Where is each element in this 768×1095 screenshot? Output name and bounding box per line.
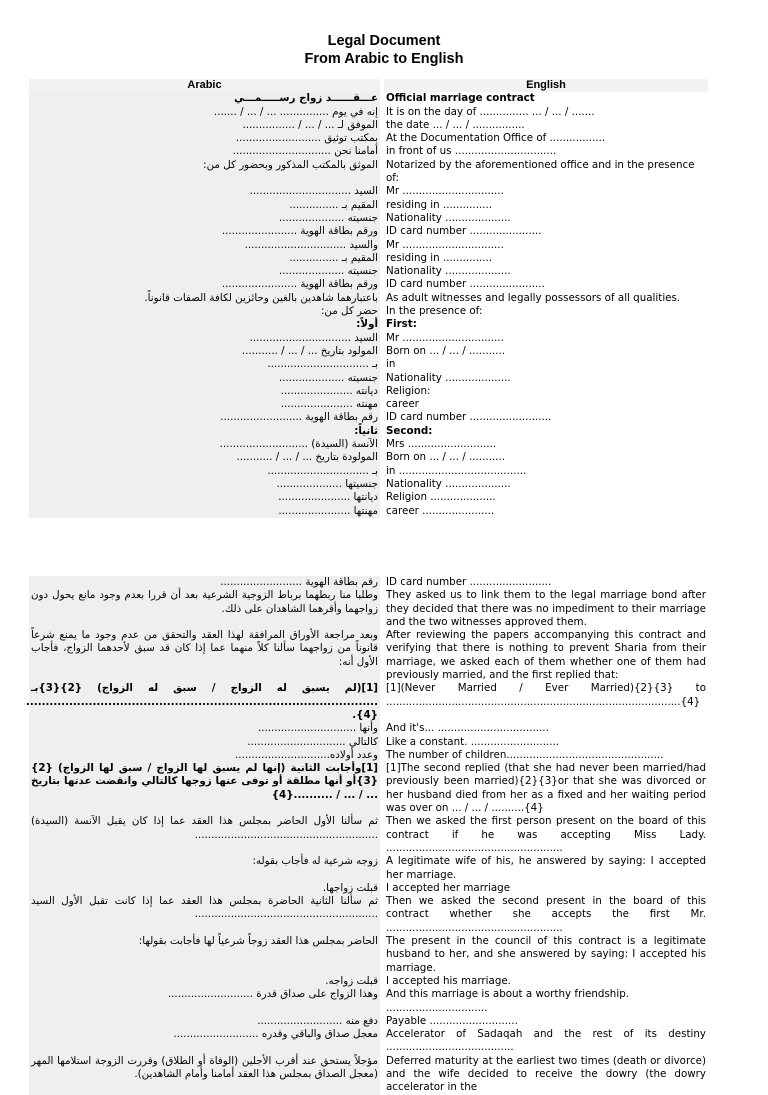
arabic-text: السيد ...............................: [29, 332, 382, 345]
arabic-text: جنسيتها ....................: [29, 478, 382, 491]
english-text: the date ... / ... / ................: [382, 119, 708, 132]
column-header-row: [29, 79, 708, 92]
contract-row: [29, 119, 708, 132]
arabic-text: وعدد أولاده.............................: [29, 749, 382, 762]
arabic-text: قبلت زواجها.: [29, 882, 382, 895]
english-text: Mr ...............................: [382, 185, 708, 198]
english-text: Notarized by the aforementioned office and in the presence of:: [382, 159, 708, 186]
english-text: In the presence of:: [382, 305, 708, 318]
contract-row: [29, 975, 708, 988]
english-text: After reviewing the papers accompanying this contract and verifying that there is nothing to prevent Sharia from their marriage, we asked each of them whether one of them had previously married, and the first replied that:: [382, 629, 708, 682]
arabic-text: المولود بتاريخ ... / ... / ...........: [29, 345, 382, 358]
english-text: [1]The second replied (that she had never been married/had previously been married){2}{3}or that she was divorced or her husband died from her as a fixed and her waiting period was over on ... / ... / ..........{4}: [382, 762, 708, 815]
english-text: And it's... ..................................: [382, 722, 708, 735]
arabic-text: [1]وأجابت الثانية (إنها لم يسبق لها الزواج / سبق لها الزواج) {2}{3}أو أنها مطلقة أو توفى عنها زوجها كالتالي وانقضت عدتها بتاريخ ... / ... / ..........{4}: [29, 762, 382, 815]
english-text: Then we asked the second present in the board of this contract whether she accepts the first Mr. ......................................................: [382, 895, 708, 935]
english-text: At the Documentation Office of .................: [382, 132, 708, 145]
contract-row: [29, 239, 708, 252]
arabic-text: المقيم بـ ...............: [29, 252, 382, 265]
contract-row: [29, 278, 708, 291]
arabic-text: بمكتب توثيق ..........................: [29, 132, 382, 145]
contract-row: [29, 988, 708, 1015]
arabic-text: ديانتها ......................: [29, 491, 382, 504]
contract-row: [29, 882, 708, 895]
contract-row: [29, 411, 708, 424]
contract-row: [29, 682, 708, 722]
contract-row: [29, 576, 708, 589]
english-text: Mr ...............................: [382, 239, 708, 252]
english-text: career ......................: [382, 505, 708, 518]
english-text: Accelerator of Sadaqah and the rest of its destiny .......................................: [382, 1028, 708, 1055]
arabic-text: دفع منه ..........................: [29, 1015, 382, 1028]
contract-row: [29, 425, 708, 438]
contract-row: [29, 106, 708, 119]
english-text: Nationality ....................: [382, 265, 708, 278]
contract-row: [29, 589, 708, 629]
contract-row: [29, 372, 708, 385]
english-text: Official marriage contract: [382, 92, 708, 105]
english-text: As adult witnesses and legally possessors of all qualities.: [382, 292, 708, 305]
english-text: ID card number .........................: [382, 576, 708, 589]
contract-row: [29, 451, 708, 464]
arabic-text: ورقم بطاقة الهوية .......................: [29, 278, 382, 291]
english-text: Nationality ....................: [382, 478, 708, 491]
contract-row: [29, 722, 708, 735]
arabic-text: مهنتها ......................: [29, 505, 382, 518]
arabic-text: باعتبارهما شاهدين بالغين وحائزين لكافة الصفات قانوناً.: [29, 292, 382, 305]
contract-row: [29, 505, 708, 518]
arabic-text: قبلت زواجه.: [29, 975, 382, 988]
contract-row: [29, 438, 708, 451]
contract-row: [29, 385, 708, 398]
arabic-text: بـ ...............................: [29, 465, 382, 478]
arabic-text: عـــقــــــد زواج رســـــمـــي: [29, 92, 382, 105]
contract-row: [29, 358, 708, 371]
contract-row: [29, 478, 708, 491]
arabic-text: المولودة بتاريخ ... / ... / ...........: [29, 451, 382, 464]
arabic-text: زوجه شرعية له فأجاب بقوله:: [29, 855, 382, 882]
arabic-text: الموثق بالمكتب المذكور وبحضور كل من:: [29, 159, 382, 186]
arabic-text: مهنته ......................: [29, 398, 382, 411]
arabic-text: معجل صداق والباقي وقدره ..........................: [29, 1028, 382, 1055]
arabic-text: جنسيته ....................: [29, 265, 382, 278]
contract-row: [29, 398, 708, 411]
arabic-text: رقم بطاقة الهوية .........................: [29, 411, 382, 424]
english-text: They asked us to link them to the legal marriage bond after they decided that there was no impediment to their marriage and the two witnesses approved them.: [382, 589, 708, 629]
contract-row: [29, 159, 708, 186]
contract-row: [29, 491, 708, 504]
contract-row: [29, 1015, 708, 1028]
arabic-text: ثم سألنا الأول الحاضر بمجلس هذا العقد عما إذا كان يقبل الآنسة (السيدة) ........................................................: [29, 815, 382, 855]
english-text: Like a constant. ...........................: [382, 736, 708, 749]
arabic-text: وأنها ..............................: [29, 722, 382, 735]
english-text: ID card number .........................: [382, 411, 708, 424]
english-text: Born on ... / ... / ...........: [382, 451, 708, 464]
contract-row: [29, 629, 708, 682]
contract-row: [29, 895, 708, 935]
contract-table-lower: [25, 576, 708, 1095]
arabic-text: السيد ...............................: [29, 185, 382, 198]
english-text: Deferred maturity at the earliest two times (death or divorce) and the wife decided to receive the dowry (the dowry accelerator in the: [382, 1055, 708, 1095]
document-subtitle: From Arabic to English: [304, 51, 464, 67]
arabic-text: الموفق لـ ... / ... / ................: [29, 119, 382, 132]
english-text: I accepted his marriage.: [382, 975, 708, 988]
contract-row: [29, 145, 708, 158]
english-text: Mrs ...........................: [382, 438, 708, 451]
arabic-text: جنسيته ....................: [29, 372, 382, 385]
arabic-text: مؤجلاً يستحق عند أقرب الأجلين (الوفاة أو الطلاق) وقررت الزوجة استلامها المهر (معجل الصداق بمجلس هذا العقد أمامنا وأمام الشاهدين).: [29, 1055, 382, 1095]
english-text: residing in ...............: [382, 252, 708, 265]
english-text: Payable ...........................: [382, 1015, 708, 1028]
document-title: Legal Document: [327, 33, 441, 49]
english-text: ID card number .......................: [382, 278, 708, 291]
english-text: career: [382, 398, 708, 411]
contract-row: [29, 199, 708, 212]
english-text: Nationality ....................: [382, 212, 708, 225]
english-column-header: English: [382, 79, 708, 92]
english-text: The present in the council of this contract is a legitimate husband to her, and she answered by saying: I accepted his marriage.: [382, 935, 708, 975]
english-text: It is on the day of ............... ... / ... / .......: [382, 106, 708, 119]
arabic-text: الحاضر بمجلس هذا العقد زوجاً شرعياً لها فأجابت بقولها:: [29, 935, 382, 975]
arabic-column-header: Arabic: [29, 79, 382, 92]
contract-row: [29, 305, 708, 318]
contract-row: [29, 252, 708, 265]
arabic-text: وهذا الزواج على صداق قدرة ..........................: [29, 988, 382, 1015]
english-text: Mr ...............................: [382, 332, 708, 345]
arabic-text: ديانته ......................: [29, 385, 382, 398]
arabic-text: رقم بطاقة الهوية .........................: [29, 576, 382, 589]
english-text: ID card number ......................: [382, 225, 708, 238]
contract-row: [29, 815, 708, 855]
english-text: I accepted her marriage: [382, 882, 708, 895]
arabic-text: ثانياً:: [29, 425, 382, 438]
english-text: Then we asked the first person present on the board of this contract if he was accepting Miss Lady. ......................................................: [382, 815, 708, 855]
arabic-text: الآنسة (السيدة) ...........................: [29, 438, 382, 451]
contract-row: [29, 465, 708, 478]
english-text: Religion ....................: [382, 491, 708, 504]
contract-row: [29, 92, 708, 105]
contract-row: [29, 265, 708, 278]
arabic-text: ورقم بطاقة الهوية .......................: [29, 225, 382, 238]
contract-row: [29, 762, 708, 815]
arabic-text: وبعد مراجعة الأوراق المرافقة لهذا العقد والتحقق من عدم وجود ما يمنع شرعاً قانوناً من زواجهما سألنا كلاً منهما عما إذا كان قد سبق لأحدهما الزواج، فأجاب الأول أنه:: [29, 629, 382, 682]
arabic-text: والسيد ...............................: [29, 239, 382, 252]
arabic-text: جنسيته ....................: [29, 212, 382, 225]
english-text: The number of children................................................: [382, 749, 708, 762]
english-text: First:: [382, 318, 708, 331]
english-text: Second:: [382, 425, 708, 438]
english-text: [1](Never Married / Ever Married){2}{3} to ..........................................................................................{4}: [382, 682, 708, 722]
contract-row: [29, 292, 708, 305]
contract-row: [29, 855, 708, 882]
arabic-text: [1](لم يسبق له الزواج / سبق له الزواج) {2}{3}بـ ..........................................................................................{4}.: [29, 682, 382, 722]
arabic-text: أمامنا نحن ..............................: [29, 145, 382, 158]
english-text: Nationality ....................: [382, 372, 708, 385]
contract-row: [29, 1028, 708, 1055]
contract-row: [29, 736, 708, 749]
english-text: in .......................................: [382, 465, 708, 478]
english-text: And this marriage is about a worthy friendship. ...............................: [382, 988, 708, 1015]
english-text: A legitimate wife of his, he answered by saying: I accepted her marriage.: [382, 855, 708, 882]
english-text: Religion:: [382, 385, 708, 398]
arabic-text: المقيم بـ ...............: [29, 199, 382, 212]
english-text: Born on ... / ... / ...........: [382, 345, 708, 358]
contract-row: [29, 132, 708, 145]
english-text: in: [382, 358, 708, 371]
arabic-text: إنه في يوم ............... ... / ... / .......: [29, 106, 382, 119]
contract-row: [29, 318, 708, 331]
contract-table-upper: [29, 79, 708, 518]
arabic-text: أولاً:: [29, 318, 382, 331]
arabic-text: حضر كل من:: [29, 305, 382, 318]
contract-row: [29, 225, 708, 238]
arabic-text: بـ ...............................: [29, 358, 382, 371]
contract-row: [29, 935, 708, 975]
arabic-text: ثم سألنا الثانية الحاضرة بمجلس هذا العقد عما إذا كانت تقبل الأول السيد ........................................................: [29, 895, 382, 935]
contract-row: [29, 749, 708, 762]
contract-row: [29, 1055, 708, 1095]
contract-row: [29, 332, 708, 345]
contract-row: [29, 345, 708, 358]
contract-row: [29, 212, 708, 225]
arabic-text: كالتالي ..............................: [29, 736, 382, 749]
contract-row: [29, 185, 708, 198]
english-text: residing in ...............: [382, 199, 708, 212]
arabic-text: وطلبا منا ربطهما برباط الزوجية الشرعية بعد أن قررا بعدم وجود مانع يحول دون زواجهما وأقرهما الشاهدان على ذلك.: [29, 589, 382, 629]
english-text: in front of us ...............................: [382, 145, 708, 158]
